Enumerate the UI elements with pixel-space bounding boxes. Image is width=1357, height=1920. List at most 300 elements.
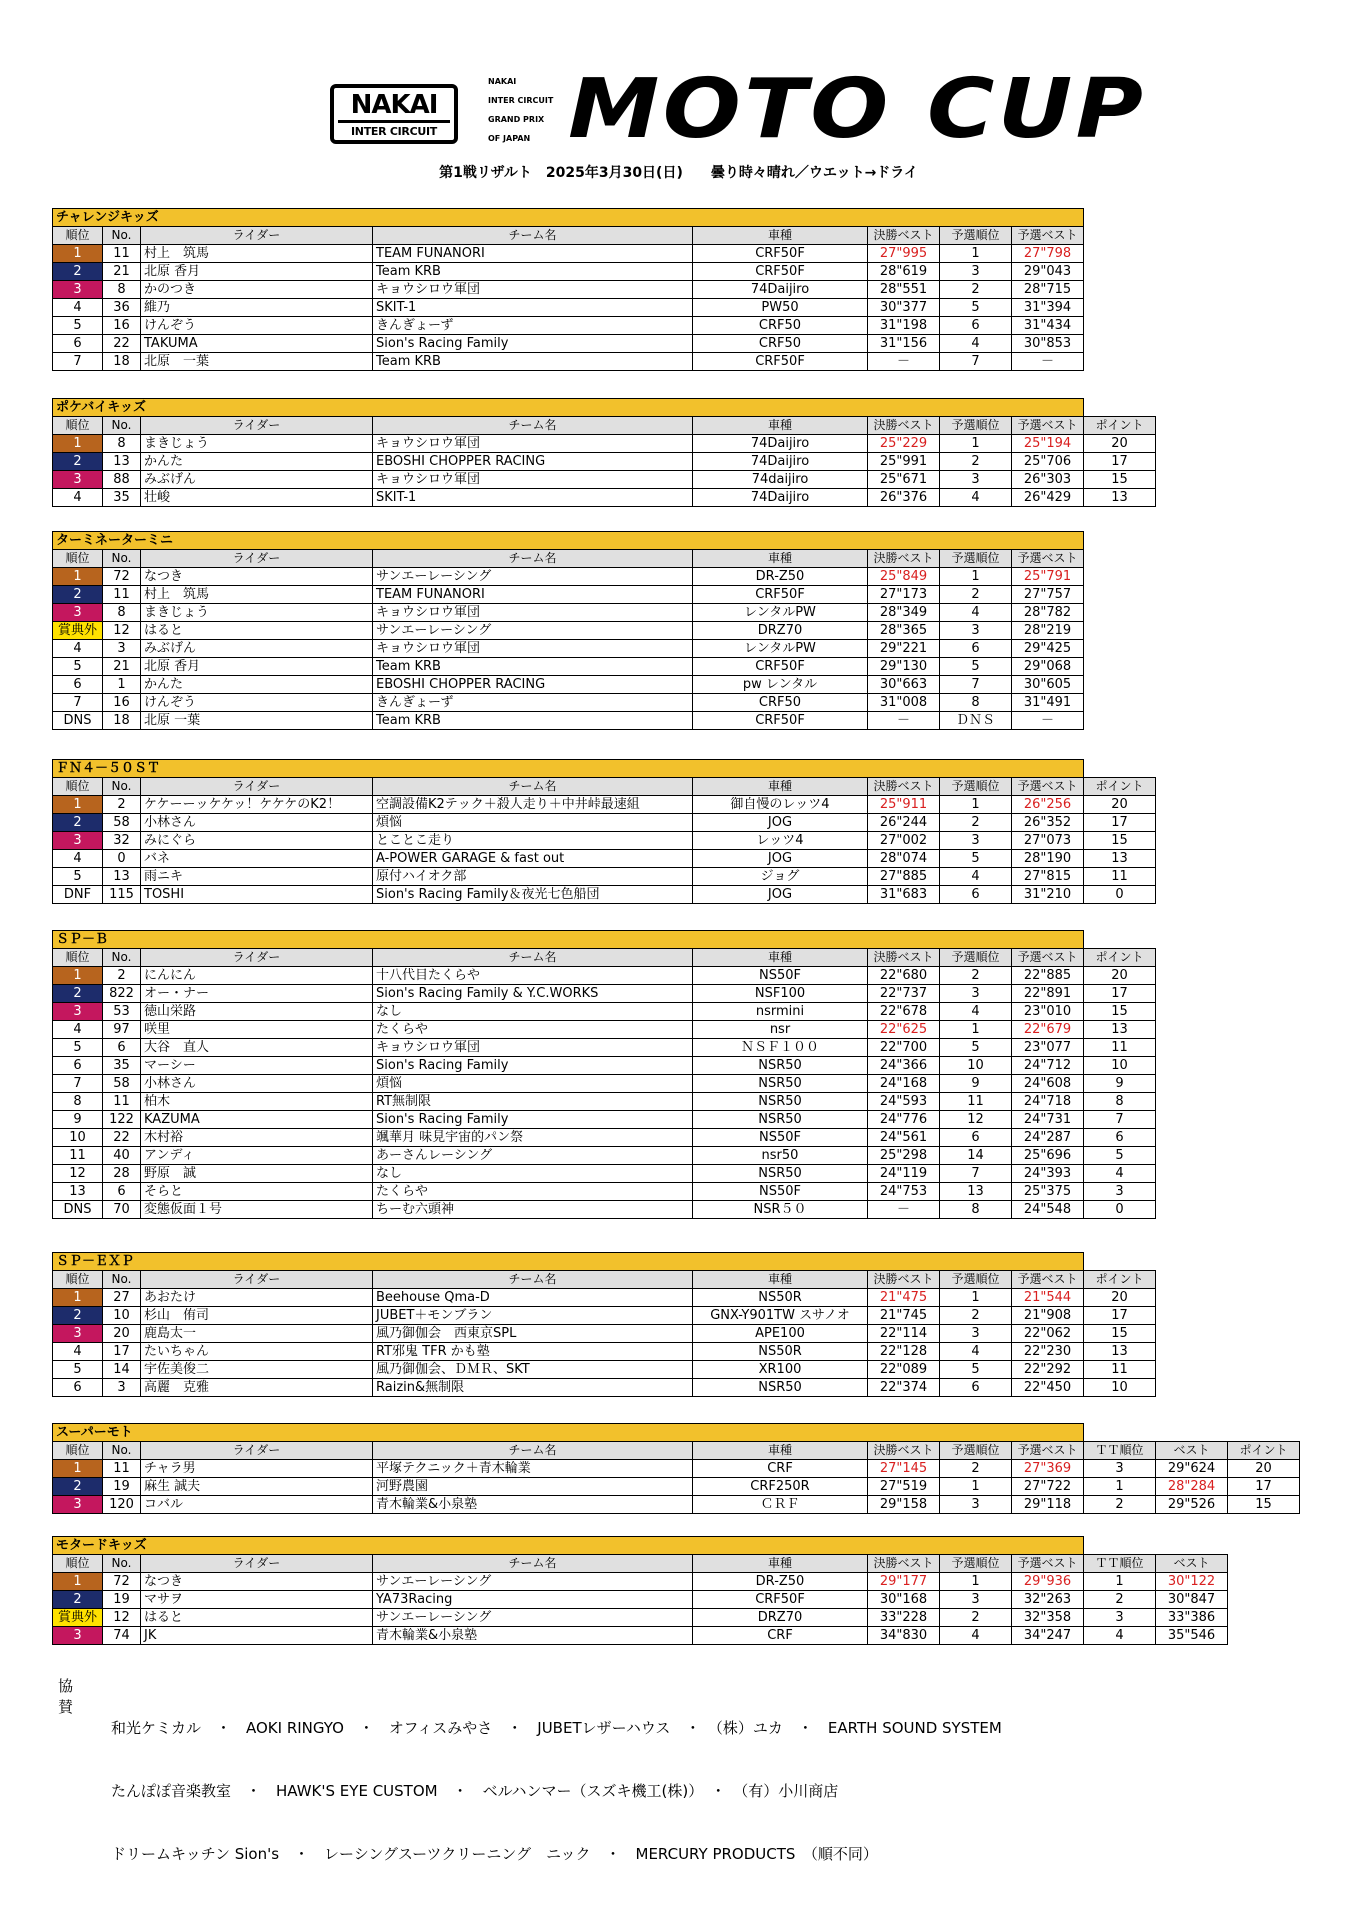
table-row (53, 676, 1084, 694)
column-header: 予選順位 (940, 550, 1012, 568)
section-title: スーパーモト (53, 1424, 1084, 1442)
table-cell: 15 (1084, 1003, 1156, 1021)
table-cell: 24"753 (868, 1183, 940, 1201)
table-row (53, 1460, 1300, 1478)
table-cell: DRZ70 (693, 622, 868, 640)
column-header: チーム名 (373, 1442, 693, 1460)
table-cell: 雨ニキ (141, 868, 373, 886)
table-cell: 19 (103, 1591, 141, 1609)
table-cell: 15 (1084, 832, 1156, 850)
position-cell: 3 (53, 1627, 103, 1645)
table-cell: 7 (940, 1165, 1012, 1183)
table-row (53, 1201, 1156, 1219)
table-cell: 29"624 (1156, 1460, 1228, 1478)
table-row (53, 1075, 1156, 1093)
column-header: 予選ベスト (1012, 227, 1084, 245)
position-cell: 1 (53, 435, 103, 453)
column-header: 順位 (53, 778, 103, 796)
table-cell: 22"700 (868, 1039, 940, 1057)
table-cell: 22"679 (1012, 1021, 1084, 1039)
gp-line: OF JAPAN (488, 134, 531, 143)
column-header: 予選ベスト (1012, 550, 1084, 568)
position-cell: 9 (53, 1111, 103, 1129)
column-header: 決勝ベスト (868, 1442, 940, 1460)
column-header: ライダー (141, 949, 373, 967)
table-cell: とことこ走り (373, 832, 693, 850)
table-cell: 徳山栄路 (141, 1003, 373, 1021)
table-cell: 29"130 (868, 658, 940, 676)
position-cell: 1 (53, 245, 103, 263)
table-cell: NSR50 (693, 1111, 868, 1129)
table-cell: 22"678 (868, 1003, 940, 1021)
table-cell: JOG (693, 886, 868, 904)
table-cell: たいちゃん (141, 1343, 373, 1361)
table-cell: まきじょう (141, 435, 373, 453)
table-cell: NS50F (693, 1183, 868, 1201)
table-cell: 34"830 (868, 1627, 940, 1645)
table-cell: 15 (1228, 1496, 1300, 1514)
column-header: 車種 (693, 550, 868, 568)
table-cell: 25"849 (868, 568, 940, 586)
column-header: No. (103, 1555, 141, 1573)
position-cell: 1 (53, 1460, 103, 1478)
table-cell: SKIT-1 (373, 299, 693, 317)
table-cell: 822 (103, 985, 141, 1003)
table-cell: 22"625 (868, 1021, 940, 1039)
table-row (53, 263, 1084, 281)
table-row (53, 1573, 1228, 1591)
table-cell: DRZ70 (693, 1609, 868, 1627)
table-cell: 22"680 (868, 967, 940, 985)
table-cell: 20 (1084, 435, 1156, 453)
table-row (53, 471, 1156, 489)
position-cell: 5 (53, 1039, 103, 1057)
table-cell: 6 (940, 317, 1012, 335)
table-cell: 30"122 (1156, 1573, 1228, 1591)
table-cell: マサヲ (141, 1591, 373, 1609)
table-cell: あおたけ (141, 1289, 373, 1307)
table-cell: 13 (1084, 850, 1156, 868)
table-cell: 28"190 (1012, 850, 1084, 868)
table-cell: 32 (103, 832, 141, 850)
position-cell: 4 (53, 1343, 103, 1361)
table-cell: 27"073 (1012, 832, 1084, 850)
table-cell: 27"757 (1012, 586, 1084, 604)
column-header: 決勝ベスト (868, 417, 940, 435)
table-cell: CRF50F (693, 712, 868, 730)
table-cell: 1 (940, 1478, 1012, 1496)
table-cell: みぶげん (141, 471, 373, 489)
table-cell: 4 (940, 335, 1012, 353)
table-cell: 25"791 (1012, 568, 1084, 586)
table-cell: 11 (1084, 868, 1156, 886)
table-cell: 29"118 (1012, 1496, 1084, 1514)
table-cell: サンエーレーシング (373, 568, 693, 586)
column-header: No. (103, 1442, 141, 1460)
column-header: No. (103, 417, 141, 435)
table-row (53, 1183, 1156, 1201)
table-cell: 27"722 (1012, 1478, 1084, 1496)
table-cell: 31"394 (1012, 299, 1084, 317)
table-row (53, 299, 1084, 317)
table-cell: 27"798 (1012, 245, 1084, 263)
results-table (52, 531, 1084, 730)
section-title: チャレンジキッズ (53, 209, 1084, 227)
table-cell: 2 (1084, 1496, 1156, 1514)
table-cell: 7 (1084, 1111, 1156, 1129)
table-cell: Sion's Racing Family & Y.C.WORKS (373, 985, 693, 1003)
table-cell: ＮＳＦ１００ (693, 1039, 868, 1057)
table-cell: 17 (1084, 1307, 1156, 1325)
table-cell: 十八代目たくらや (373, 967, 693, 985)
table-cell: TEAM FUNANORI (373, 245, 693, 263)
table-cell: 27"002 (868, 832, 940, 850)
results-table (52, 1536, 1228, 1645)
table-cell: 24"593 (868, 1093, 940, 1111)
table-cell: 北原 一葉 (141, 712, 373, 730)
table-cell: 7 (940, 353, 1012, 371)
table-cell: 5 (940, 658, 1012, 676)
table-cell: 28"782 (1012, 604, 1084, 622)
table-cell: Beehouse Qma-D (373, 1289, 693, 1307)
table-cell: 31"434 (1012, 317, 1084, 335)
table-cell: Team KRB (373, 712, 693, 730)
table-cell: RT邪鬼 TFR かも塾 (373, 1343, 693, 1361)
position-cell: 6 (53, 1057, 103, 1075)
table-row (53, 435, 1156, 453)
table-cell: 53 (103, 1003, 141, 1021)
position-cell: 5 (53, 1361, 103, 1379)
column-header: ポイント (1084, 949, 1156, 967)
table-cell: 13 (940, 1183, 1012, 1201)
table-cell: 74daijiro (693, 471, 868, 489)
table-cell: JK (141, 1627, 373, 1645)
table-cell: 28"551 (868, 281, 940, 299)
table-cell: Team KRB (373, 658, 693, 676)
table-cell: 30"853 (1012, 335, 1084, 353)
column-header: 予選ベスト (1012, 949, 1084, 967)
table-cell: 6 (1084, 1129, 1156, 1147)
table-row (53, 335, 1084, 353)
table-cell: 4 (940, 1003, 1012, 1021)
table-cell: 村上 筑馬 (141, 586, 373, 604)
position-cell: 6 (53, 335, 103, 353)
table-cell: かんた (141, 676, 373, 694)
table-cell: 21"475 (868, 1289, 940, 1307)
column-header: チーム名 (373, 778, 693, 796)
table-row (53, 814, 1156, 832)
table-row (53, 1003, 1156, 1021)
table-cell: 10 (1084, 1057, 1156, 1075)
position-cell: 3 (53, 832, 103, 850)
table-cell: みぶげん (141, 640, 373, 658)
column-header: 車種 (693, 417, 868, 435)
table-row (53, 568, 1084, 586)
table-cell: けんぞう (141, 694, 373, 712)
column-header: 予選ベスト (1012, 1442, 1084, 1460)
table-cell: サンエーレーシング (373, 622, 693, 640)
position-cell: 7 (53, 353, 103, 371)
table-cell: 115 (103, 886, 141, 904)
table-cell: 26"376 (868, 489, 940, 507)
table-cell: 11 (103, 1460, 141, 1478)
table-cell: － (1012, 712, 1084, 730)
column-header: 予選ベスト (1012, 417, 1084, 435)
table-cell: 3 (940, 471, 1012, 489)
column-header: 予選順位 (940, 778, 1012, 796)
table-cell: 29"043 (1012, 263, 1084, 281)
column-header: 車種 (693, 1555, 868, 1573)
table-row (53, 622, 1084, 640)
table-cell: 25"991 (868, 453, 940, 471)
table-cell: 97 (103, 1021, 141, 1039)
table-cell: 3 (940, 263, 1012, 281)
column-header: ポイント (1084, 778, 1156, 796)
table-cell: TEAM FUNANORI (373, 586, 693, 604)
table-cell: みにぐら (141, 832, 373, 850)
table-cell: ちーむ六頭神 (373, 1201, 693, 1219)
table-row (53, 245, 1084, 263)
table-cell: CRF50F (693, 658, 868, 676)
gp-line: NAKAI (488, 77, 517, 86)
table-cell: 70 (103, 1201, 141, 1219)
table-cell: 15 (1084, 1325, 1156, 1343)
table-cell: レンタルPW (693, 604, 868, 622)
position-cell: 2 (53, 1478, 103, 1496)
table-row (53, 1627, 1228, 1645)
table-cell: 平塚テクニック＋青木輪業 (373, 1460, 693, 1478)
table-cell: 9 (940, 1075, 1012, 1093)
table-cell: 24"561 (868, 1129, 940, 1147)
table-cell: 柏木 (141, 1093, 373, 1111)
column-header: 順位 (53, 417, 103, 435)
table-cell: CRF50 (693, 317, 868, 335)
table-cell: 27"995 (868, 245, 940, 263)
table-cell: 杉山 侑司 (141, 1307, 373, 1325)
event-subtitle: 第1戦リザルト 2025年3月30日(日) 曇り時々晴れ／ウエット→ドライ (439, 165, 918, 181)
table-cell: 29"177 (868, 1573, 940, 1591)
column-header: 順位 (53, 1442, 103, 1460)
table-cell: 23"077 (1012, 1039, 1084, 1057)
table-cell: ＤＮＳ (940, 712, 1012, 730)
table-cell: JOG (693, 814, 868, 832)
table-cell: TOSHI (141, 886, 373, 904)
results-table (52, 930, 1156, 1219)
table-cell: nsrmini (693, 1003, 868, 1021)
table-cell: 5 (940, 1361, 1012, 1379)
table-cell: 24"731 (1012, 1111, 1084, 1129)
table-cell: 1 (940, 1573, 1012, 1591)
column-header: ライダー (141, 550, 373, 568)
column-header: ＴＴ順位 (1084, 1555, 1156, 1573)
table-cell: 8 (103, 281, 141, 299)
table-cell: なし (373, 1003, 693, 1021)
table-cell: 21"745 (868, 1307, 940, 1325)
table-cell: 28"715 (1012, 281, 1084, 299)
table-cell: 27"173 (868, 586, 940, 604)
table-cell: 11 (103, 1093, 141, 1111)
table-cell: 咲里 (141, 1021, 373, 1039)
position-cell: 2 (53, 453, 103, 471)
table-cell: 24"366 (868, 1057, 940, 1075)
results-table (52, 398, 1156, 507)
gp-line: INTER CIRCUIT (488, 96, 554, 105)
table-cell: 22 (103, 1129, 141, 1147)
table-cell: － (868, 712, 940, 730)
table-cell: 26"429 (1012, 489, 1084, 507)
table-cell: 1 (940, 796, 1012, 814)
table-cell: 3 (1084, 1460, 1156, 1478)
table-cell: 27"815 (1012, 868, 1084, 886)
column-header: ライダー (141, 1271, 373, 1289)
table-row (53, 353, 1084, 371)
section-title: ＳＰ－Ｂ (53, 931, 1084, 949)
table-cell: 25"696 (1012, 1147, 1084, 1165)
table-cell: 1 (940, 435, 1012, 453)
column-header: チーム名 (373, 1271, 693, 1289)
column-header: No. (103, 227, 141, 245)
column-header: 決勝ベスト (868, 227, 940, 245)
column-header: 決勝ベスト (868, 778, 940, 796)
table-cell: 3 (1084, 1183, 1156, 1201)
table-cell: まきじょう (141, 604, 373, 622)
table-cell: 13 (1084, 489, 1156, 507)
table-cell: 5 (940, 299, 1012, 317)
position-cell: 6 (53, 676, 103, 694)
table-cell: 維乃 (141, 299, 373, 317)
table-cell: 17 (1084, 814, 1156, 832)
table-cell: オー・ナー (141, 985, 373, 1003)
position-cell: 賞典外 (53, 1609, 103, 1627)
table-cell: キョウシロウ軍団 (373, 281, 693, 299)
table-cell: 野原 誠 (141, 1165, 373, 1183)
table-cell: かのつき (141, 281, 373, 299)
table-row (53, 1307, 1156, 1325)
table-cell: 24"718 (1012, 1093, 1084, 1111)
table-cell: 74Daijiro (693, 453, 868, 471)
table-cell: 13 (1084, 1343, 1156, 1361)
position-cell: 4 (53, 1021, 103, 1039)
grand-prix-caption (488, 72, 553, 148)
table-row (53, 658, 1084, 676)
table-cell: ＣＲＦ (693, 1496, 868, 1514)
table-cell: 35"546 (1156, 1627, 1228, 1645)
table-cell: 24"287 (1012, 1129, 1084, 1147)
table-cell: － (1012, 353, 1084, 371)
table-cell: 17 (1084, 985, 1156, 1003)
table-cell: 20 (103, 1325, 141, 1343)
table-cell: 17 (1228, 1478, 1300, 1496)
table-cell: 88 (103, 471, 141, 489)
position-cell: 5 (53, 658, 103, 676)
column-header: 車種 (693, 227, 868, 245)
position-cell: 2 (53, 985, 103, 1003)
table-cell: 23"010 (1012, 1003, 1084, 1021)
table-cell: APE100 (693, 1325, 868, 1343)
table-cell: なつき (141, 1573, 373, 1591)
table-cell: 28"619 (868, 263, 940, 281)
table-row (53, 1093, 1156, 1111)
title-spacer (1084, 399, 1156, 417)
table-cell: 3 (940, 1325, 1012, 1343)
column-header: 予選順位 (940, 949, 1012, 967)
position-cell: 4 (53, 850, 103, 868)
position-cell: 1 (53, 967, 103, 985)
table-cell: 2 (940, 453, 1012, 471)
position-cell: 8 (53, 1093, 103, 1111)
table-cell: 28"284 (1156, 1478, 1228, 1496)
page-header (0, 60, 1357, 160)
results-table (52, 1423, 1300, 1514)
table-cell: なつき (141, 568, 373, 586)
column-header: 予選順位 (940, 1442, 1012, 1460)
position-cell: 1 (53, 1573, 103, 1591)
table-cell: 6 (940, 886, 1012, 904)
results-table (52, 1252, 1156, 1397)
table-cell: CRF50F (693, 263, 868, 281)
table-cell: DR-Z50 (693, 568, 868, 586)
section-title: ＦＮ４－５０ＳＴ (53, 760, 1084, 778)
table-cell: 22"128 (868, 1343, 940, 1361)
table-cell: 18 (103, 353, 141, 371)
table-cell: 25"706 (1012, 453, 1084, 471)
table-cell: 村上 筑馬 (141, 245, 373, 263)
title-spacer (1084, 1253, 1156, 1271)
table-cell: 21 (103, 263, 141, 281)
column-header: ＴＴ順位 (1084, 1442, 1156, 1460)
table-cell: 4 (940, 1343, 1012, 1361)
table-cell: きんぎょーず (373, 694, 693, 712)
table-cell: 4 (940, 868, 1012, 886)
column-header: ベスト (1156, 1442, 1228, 1460)
table-cell: CRF50F (693, 245, 868, 263)
column-header: 順位 (53, 1271, 103, 1289)
table-cell: 4 (940, 604, 1012, 622)
results-table (52, 208, 1084, 371)
table-cell: 27"369 (1012, 1460, 1084, 1478)
table-cell: 14 (940, 1147, 1012, 1165)
table-cell: 8 (1084, 1093, 1156, 1111)
table-cell: 17 (103, 1343, 141, 1361)
table-row (53, 1591, 1228, 1609)
table-cell: 1 (940, 245, 1012, 263)
table-cell: 29"425 (1012, 640, 1084, 658)
position-cell: 2 (53, 814, 103, 832)
table-cell: 3 (940, 1496, 1012, 1514)
results-table (52, 759, 1156, 904)
title-spacer (1084, 760, 1156, 778)
gp-line: GRAND PRIX (488, 115, 545, 124)
table-cell: 22"114 (868, 1325, 940, 1343)
table-cell: 30"605 (1012, 676, 1084, 694)
column-header: チーム名 (373, 949, 693, 967)
table-row (53, 1021, 1156, 1039)
table-cell: 3 (940, 985, 1012, 1003)
table-cell: 10 (103, 1307, 141, 1325)
table-cell: そらと (141, 1183, 373, 1201)
table-cell: 21"544 (1012, 1289, 1084, 1307)
table-cell: 5 (1084, 1147, 1156, 1165)
table-cell: 5 (940, 1039, 1012, 1057)
position-cell: 3 (53, 471, 103, 489)
table-cell: Sion's Racing Family (373, 1057, 693, 1075)
table-cell: 29"068 (1012, 658, 1084, 676)
title-spacer (1084, 931, 1156, 949)
position-cell: 7 (53, 694, 103, 712)
table-cell: 0 (103, 850, 141, 868)
table-cell: NS50F (693, 1129, 868, 1147)
table-cell: 25"229 (868, 435, 940, 453)
